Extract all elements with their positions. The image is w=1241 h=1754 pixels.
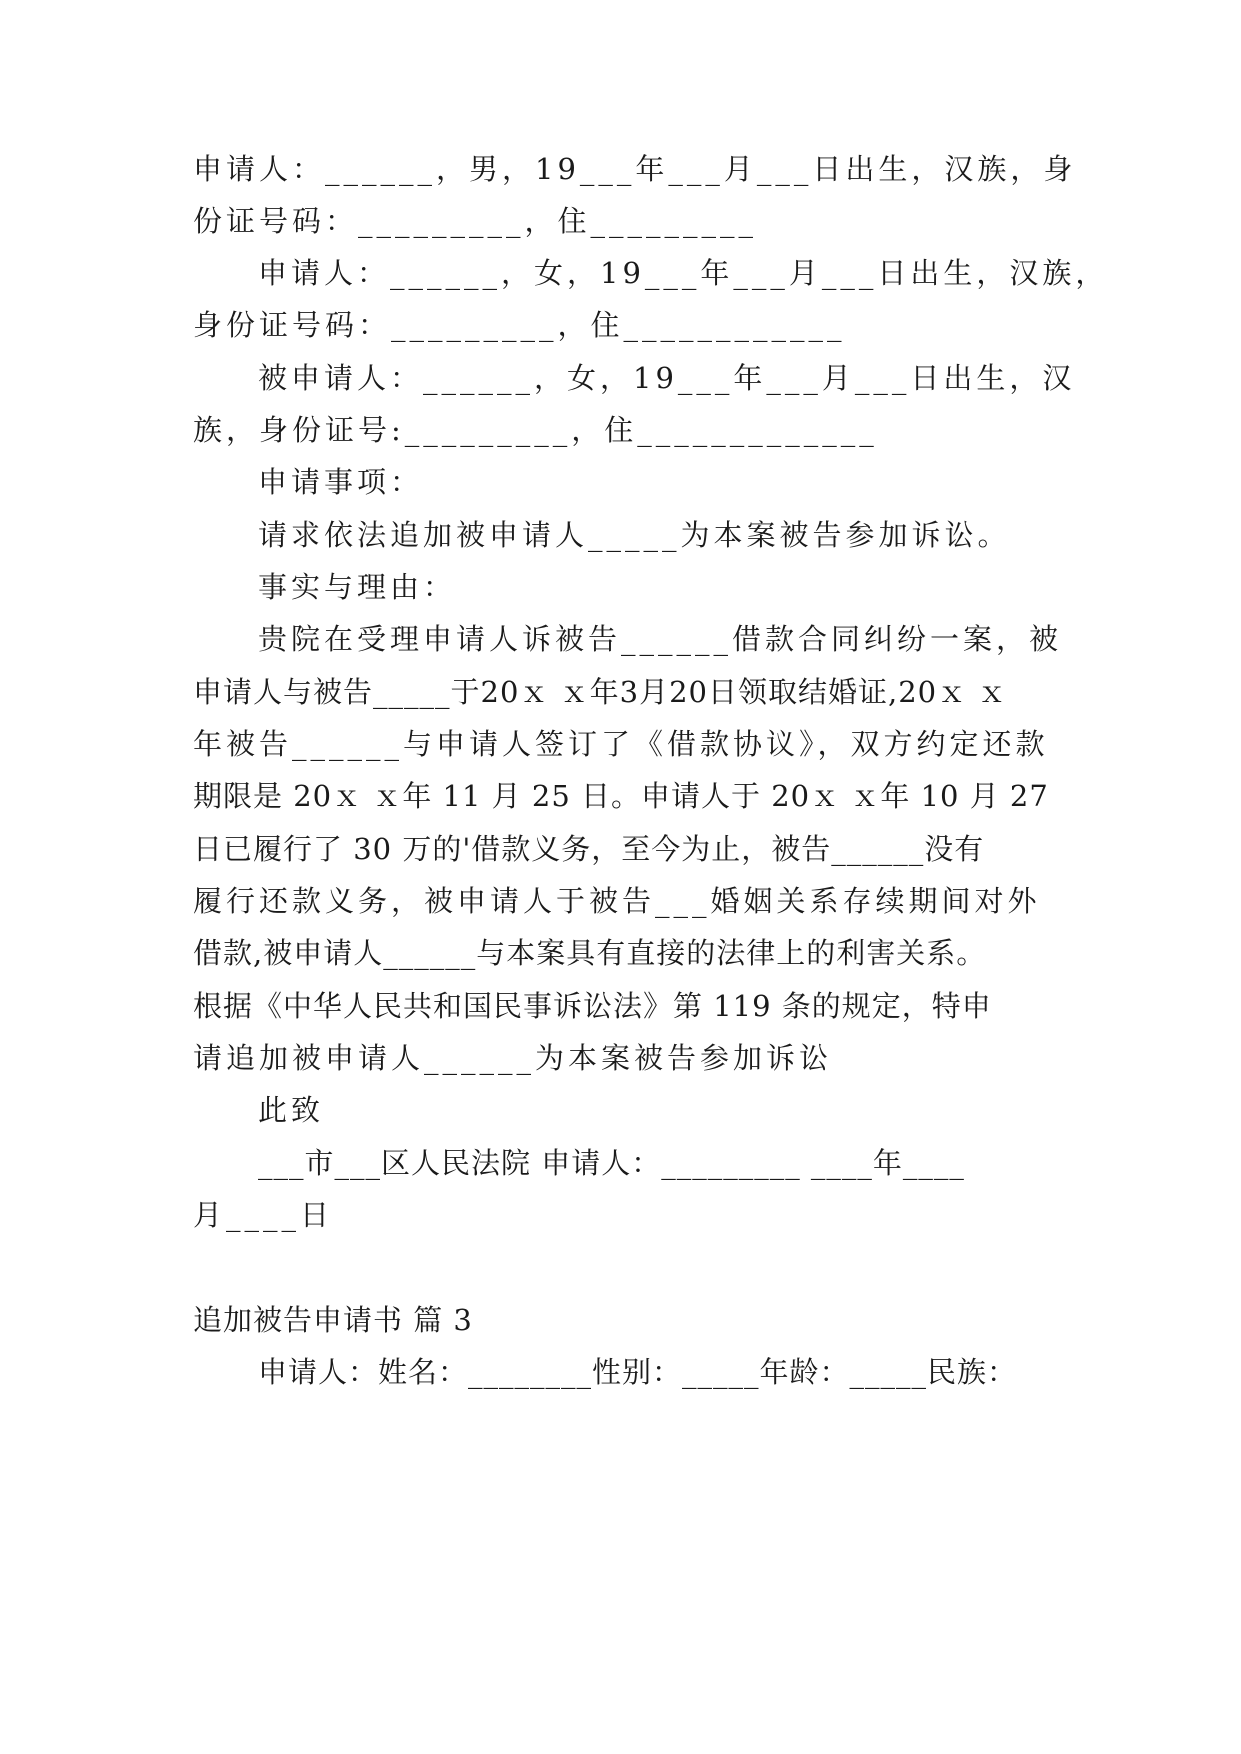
text-line-facts-6: 履行还款义务，被申请人于被告___婚姻关系存续期间对外	[193, 884, 1041, 918]
section-title-3: 追加被告申请书 篇 3	[193, 1303, 473, 1337]
heading-facts-reasons: 事实与理由：	[258, 570, 457, 604]
text-line-salutation: 此致	[258, 1093, 325, 1127]
text-line-facts-9: 请追加被申请人______为本案被告参加诉讼	[193, 1041, 833, 1075]
text-line-facts-2: 申请人与被告_____于20ｘ ｘ年3月20日领取结婚证,20ｘ ｘ	[193, 675, 1008, 709]
text-line-applicant-2-id: 身份证号码：_________，住____________	[193, 308, 846, 342]
text-line-respondent-id: 族，身份证号:_________，住_____________	[193, 413, 878, 447]
text-line-date: 月____日	[193, 1198, 334, 1232]
text-line-respondent: 被申请人：______，女，19___年___月___日出生，汉	[258, 361, 1076, 395]
text-line-facts-7: 借款,被申请人______与本案具有直接的法律上的利害关系。	[193, 936, 987, 970]
text-line-facts-5: 日已履行了 30 万的'借款义务，至今为止，被告______没有	[193, 832, 985, 866]
text-line-applicant-info: 申请人：姓名：________性别：_____年龄：_____民族：	[258, 1355, 1018, 1389]
text-line-facts-4: 期限是 20ｘ ｘ年 11 月 25 日。申请人于 20ｘ ｘ年 10 月 27	[193, 779, 1049, 813]
text-line-request: 请求依法追加被申请人_____为本案被告参加诉讼。	[258, 518, 1011, 552]
heading-application-items: 申请事项：	[258, 465, 424, 499]
text-line-facts-1: 贵院在受理申请人诉被告______借款合同纠纷一案，被	[258, 622, 1063, 656]
text-line-applicant-2: 申请人：______，女，19___年___月___日出生，汉族，	[258, 256, 1109, 290]
text-line-applicant-1-id: 份证号码：_________，住_________	[193, 204, 758, 238]
text-line-facts-3: 年被告______与申请人签订了《借款协议》，双方约定还款	[193, 727, 1049, 761]
text-line-facts-8: 根据《中华人民共和国民事诉讼法》第 119 条的规定，特申	[193, 989, 992, 1023]
text-line-court-signature: ___市___区人民法院 申请人：_________ ____年____	[258, 1146, 965, 1180]
text-line-applicant-1: 申请人：______，男，19___年___月___日出生，汉族，身	[193, 152, 1077, 186]
